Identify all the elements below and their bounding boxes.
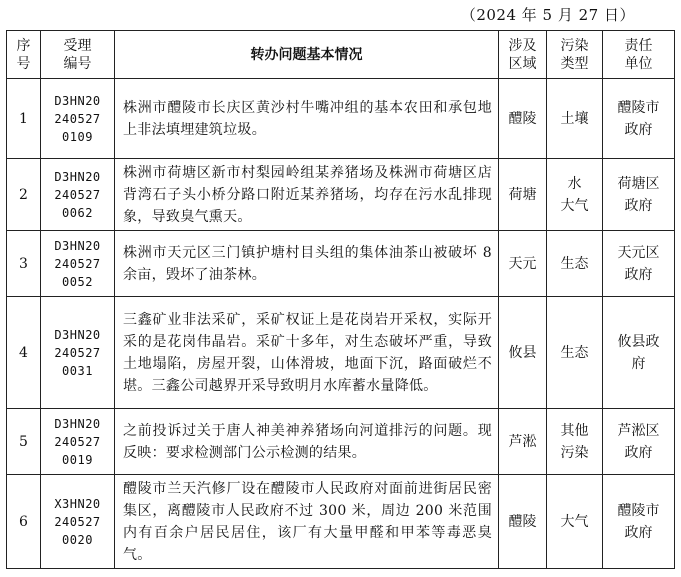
row-responsible-unit: 天元区 政府 [603,231,675,297]
row-seq: 3 [7,231,41,297]
row-responsible-unit: 攸县政 府 [603,297,675,409]
row-responsible-unit: 荷塘区 政府 [603,159,675,231]
header-unit: 责任 单位 [603,31,675,79]
row-seq: 2 [7,159,41,231]
row-code-part: 0031 [62,363,93,378]
row-seq: 1 [7,79,41,159]
table-row [7,79,675,159]
row-code-part: 0109 [62,129,93,144]
row-pollution-type: 生态 [547,231,603,297]
table-body [7,79,675,569]
complaint-table [6,30,675,569]
row-pollution-type: 大气 [547,475,603,569]
row-area: 攸县 [499,297,547,409]
header-pollution: 污染 类型 [547,31,603,79]
row-code-part: 0019 [62,452,93,467]
table-row [7,297,675,409]
row-code-part: 240527 [54,434,101,449]
row-code-part: D3HN20 [54,93,101,108]
row-description: 醴陵市兰天汽修厂设在醴陵市人民政府对面前进街居民密集区，离醴陵市人民政府不过 300 米，周边 200 米范围内有百余户居民居住，该厂有大量甲醛和甲苯等毒恶臭气。 [115,475,499,569]
row-seq: 5 [7,409,41,475]
row-pollution-type: 水 大气 [547,159,603,231]
row-area: 天元 [499,231,547,297]
header-desc: 转办问题基本情况 [115,31,499,79]
row-code-part: 0020 [62,532,93,547]
row-area: 醴陵 [499,475,547,569]
table-row [7,159,675,231]
row-responsible-unit: 醴陵市 政府 [603,79,675,159]
row-code-part: D3HN20 [54,416,101,431]
row-description: 株洲市荷塘区新市村梨园岭组某养猪场及株洲市荷塘区店背湾石子头小桥分路口附近某养猪场，均存在污水乱排现象，导致臭气熏天。 [115,159,499,231]
row-area: 醴陵 [499,79,547,159]
row-code-part: 240527 [54,514,101,529]
row-seq: 4 [7,297,41,409]
row-code [41,475,115,569]
row-description: 株洲市天元区三门镇护塘村目头组的集体油茶山被破坏 8 余亩，毁坏了油茶林。 [115,231,499,297]
row-code-part: D3HN20 [54,169,101,184]
header-area: 涉及 区域 [499,31,547,79]
row-pollution-type: 土壤 [547,79,603,159]
row-code [41,231,115,297]
header-code: 受理 编号 [41,31,115,79]
row-code-part: D3HN20 [54,238,101,253]
row-code-part: 0062 [62,205,93,220]
table-row [7,409,675,475]
row-description: 株洲市醴陵市长庆区黄沙村牛嘴冲组的基本农田和承包地上非法填埋建筑垃圾。 [115,79,499,159]
row-code-part: 240527 [54,256,101,271]
table-row [7,231,675,297]
row-area: 芦淞 [499,409,547,475]
row-code-part: 240527 [54,111,101,126]
row-description: 三鑫矿业非法采矿，采矿权证上是花岗岩开采权，实际开采的是花岗伟晶岩。采矿十多年，对生态破坏严重，导致土地塌陷，房屋开裂，山体滑坡，地面下沉，路面破烂不堪。三鑫公司越界开采导致明月水库蓄水量降低。 [115,297,499,409]
row-pollution-type: 生态 [547,297,603,409]
row-code [41,79,115,159]
row-responsible-unit: 芦淞区 政府 [603,409,675,475]
row-code [41,297,115,409]
row-code [41,159,115,231]
row-area: 荷塘 [499,159,547,231]
row-code [41,409,115,475]
row-seq: 6 [7,475,41,569]
table-row [7,475,675,569]
header-seq: 序 号 [7,31,41,79]
row-description: 之前投诉过关于唐人神美神养猪场向河道排污的问题。现反映：要求检测部门公示检测的结果。 [115,409,499,475]
row-code-part: D3HN20 [54,327,101,342]
row-responsible-unit: 醴陵市 政府 [603,475,675,569]
table-header-row [7,31,675,79]
row-code-part: X3HN20 [54,496,101,511]
row-code-part: 240527 [54,345,101,360]
row-code-part: 240527 [54,187,101,202]
row-pollution-type: 其他 污染 [547,409,603,475]
row-code-part: 0052 [62,274,93,289]
report-date: （2024 年 5 月 27 日） [460,6,635,24]
